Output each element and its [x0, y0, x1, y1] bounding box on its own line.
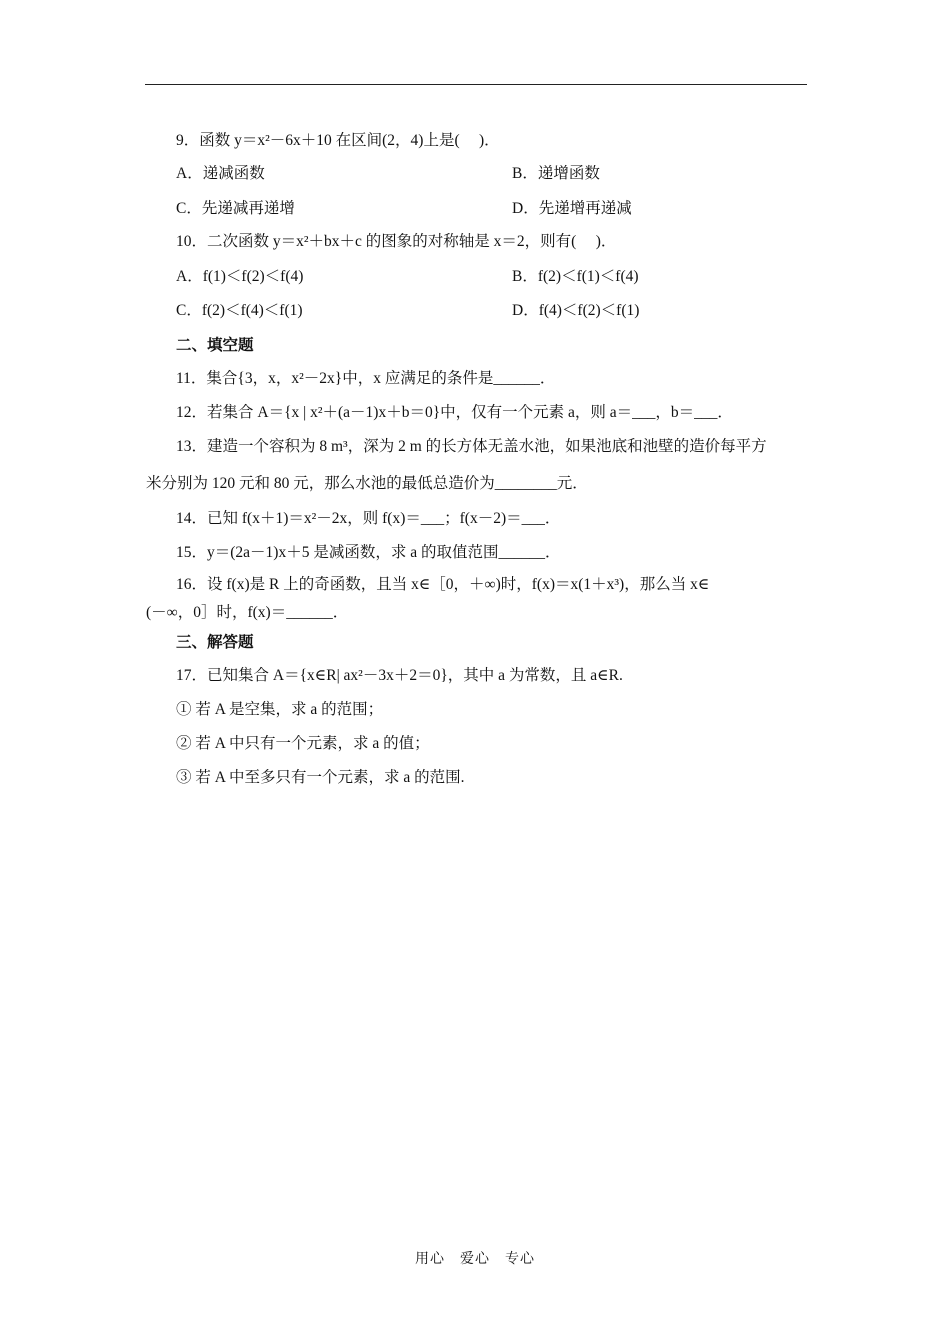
question-17-part-1: ① 若 A 是空集，求 a 的范围；	[176, 701, 384, 718]
question-17-part-2: ② 若 A 中只有一个元素，求 a 的值；	[176, 735, 430, 752]
question-16-line-1: 16．设 f(x)是 R 上的奇函数，且当 x∈［0，＋∞)时，f(x)＝x(1＋x³)，那么当 x∈	[176, 576, 710, 593]
question-12: 12．若集合 A＝{x | x²＋(a－1)x＋b＝0}中，仅有一个元素 a，则 a＝___，b＝___．	[176, 404, 733, 421]
question-16-line-2: (－∞，0］时，f(x)＝______．	[146, 604, 349, 621]
page-footer: 用心 爱心 专心	[415, 1252, 535, 1267]
question-17: 17．已知集合 A＝{x∈R| ax²－3x＋2＝0}，其中 a 为常数，且 a∈R.	[176, 667, 623, 684]
question-9-option-b: B．递增函数	[512, 165, 600, 182]
section-answer-heading: 三、解答题	[176, 634, 254, 651]
question-13-line-1: 13．建造一个容积为 8 m³，深为 2 m 的长方体无盖水池，如果池底和池壁的造价每平方	[176, 438, 767, 455]
question-10-option-b: B．f(2)＜f(1)＜f(4)	[512, 268, 639, 285]
question-14: 14．已知 f(x＋1)＝x²－2x，则 f(x)＝___；f(x－2)＝___．	[176, 510, 561, 527]
question-10-option-a: A．f(1)＜f(2)＜f(4)	[176, 268, 304, 285]
section-fill-in-heading: 二、填空题	[176, 337, 254, 354]
question-15: 15．y＝(2a－1)x＋5 是减函数，求 a 的取值范围______．	[176, 544, 561, 561]
question-9: 9．函数 y＝x²－6x＋10 在区间(2，4)上是( )．	[176, 132, 500, 149]
question-9-option-d: D．先递增再递减	[512, 200, 632, 217]
question-10-option-c: C．f(2)＜f(4)＜f(1)	[176, 302, 303, 319]
header-rule	[145, 84, 807, 85]
question-17-part-3: ③ 若 A 中至多只有一个元素，求 a 的范围.	[176, 769, 465, 786]
question-10-option-d: D．f(4)＜f(2)＜f(1)	[512, 302, 640, 319]
question-10: 10．二次函数 y＝x²＋bx＋c 的图象的对称轴是 x＝2，则有( )．	[176, 233, 617, 250]
question-13-line-2: 米分别为 120 元和 80 元，那么水池的最低总造价为________元．	[146, 475, 588, 492]
question-11: 11．集合{3，x，x²－2x}中，x 应满足的条件是______．	[176, 370, 556, 387]
question-9-option-c: C．先递减再递增	[176, 200, 295, 217]
question-9-option-a: A．递减函数	[176, 165, 265, 182]
